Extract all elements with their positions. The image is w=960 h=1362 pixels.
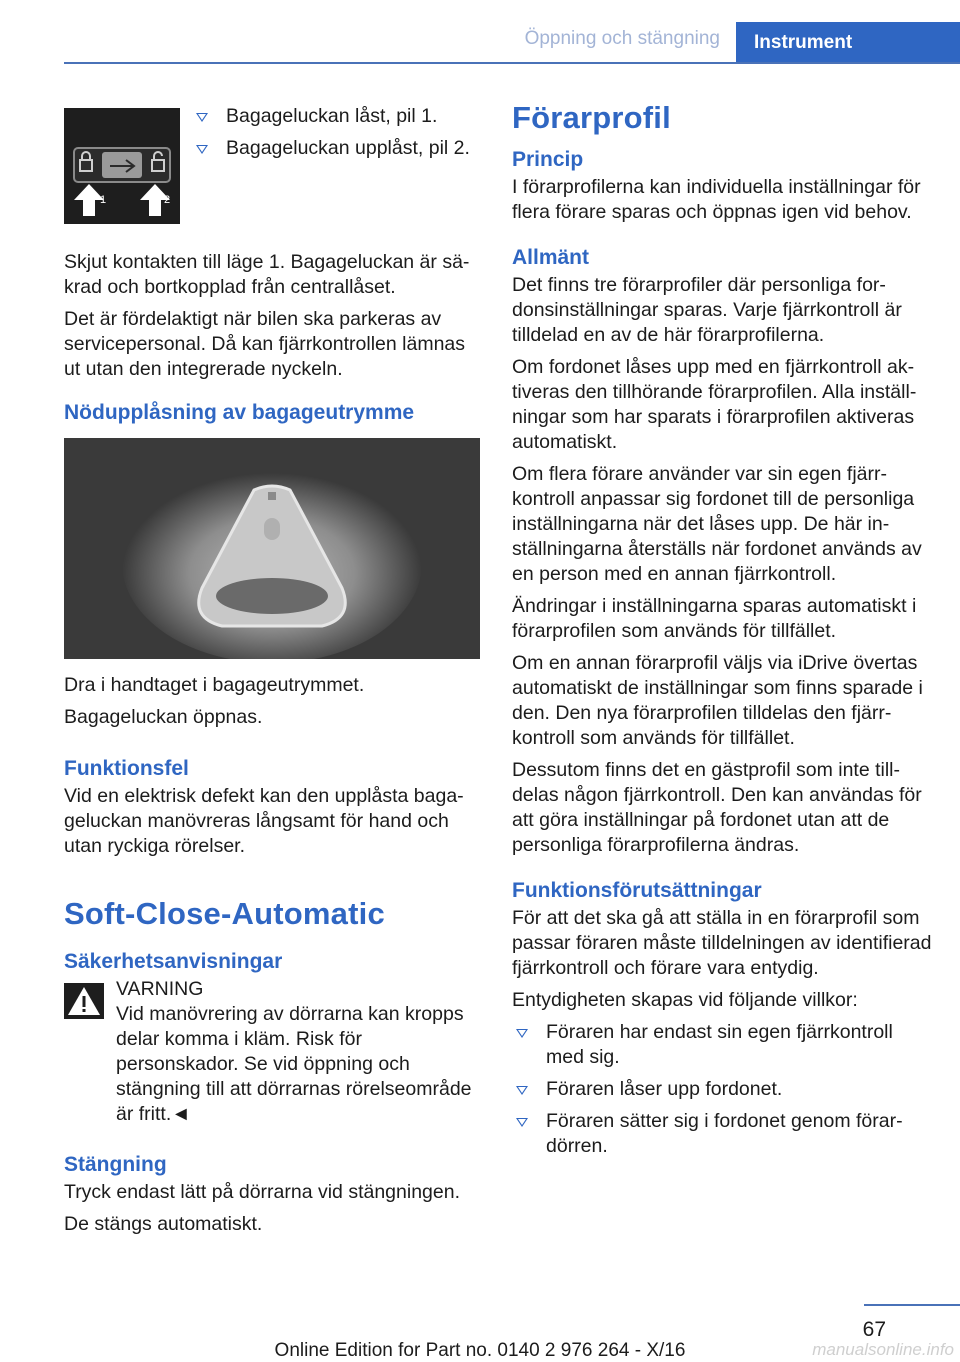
emergency-handle-image <box>64 438 480 659</box>
paragraph: Det finns tre förarprofiler där personliga fordonsinställningar sparas. Varje fjärrkontroll är tilldelad en av de här förarprofilerna. <box>512 274 902 346</box>
paragraph: Ändringar i inställningarna sparas automatiskt i förarprofilen som används för tillfället. <box>512 595 917 642</box>
bullet-triangle-icon <box>516 1118 528 1127</box>
bullet-triangle-icon <box>196 145 208 154</box>
heading-soft-close: Soft-Close-Automatic <box>64 896 385 931</box>
header-rule <box>64 62 960 64</box>
paragraph: Entydigheten skapas vid följande villkor: <box>512 989 858 1011</box>
page-number: 67 <box>862 1318 886 1341</box>
paragraph: De stängs automatiskt. <box>64 1213 263 1235</box>
bullet-triangle-icon <box>516 1029 528 1038</box>
switch-section <box>64 100 484 250</box>
paragraph: Om en annan förarprofil väljs via iDrive övertas automatiskt de inställningar som finns sparade i den. Den nya förarprofilen tilldelas den fjärrkontroll som används för tillfället. <box>512 652 923 749</box>
heading-safety: Säkerhetsanvisningar <box>64 950 283 973</box>
header-chapter-tab <box>736 22 960 64</box>
list-item: Bagageluckan låst, pil 1. <box>192 104 492 129</box>
paragraph: Skjut kontakten till läge 1. Bagageluckan är säkrad och bortkopplad från centrallåset. <box>64 251 470 298</box>
heading-emergency-release: Nödupplåsning av bagageutrymme <box>64 401 415 424</box>
bullet-triangle-icon <box>516 1086 528 1095</box>
heading-requirements: Funktionsförutsättningar <box>512 879 762 902</box>
warning-block <box>64 977 484 1127</box>
right-column <box>512 100 932 1166</box>
paragraph: Dra i handtaget i bagageutrymmet. <box>64 674 365 696</box>
conditions-list <box>512 1020 932 1159</box>
paragraph: Vid en elektrisk defekt kan den upplåsta bagageluckan manövreras långsamt för hand och utan ryckiga rörelser. <box>64 785 464 857</box>
watermark: manualsonline.info <box>812 1340 954 1359</box>
paragraph: Tryck endast lätt på dörrarna vid stängningen. <box>64 1181 460 1203</box>
trunk-switch-icon <box>64 108 180 224</box>
paragraph: I förarprofilerna kan individuella inställningar för flera förare sparas och öppnas igen vid behov. <box>512 176 921 223</box>
heading-principle: Princip <box>512 148 584 171</box>
header-section-title: Öppning och stängning <box>524 28 720 49</box>
arrow-label-1: 1 <box>100 194 107 206</box>
list-item: Föraren låser upp fordonet. <box>512 1077 932 1102</box>
header-chapter-label: Instrument <box>754 32 853 53</box>
footer-rule <box>864 1304 960 1306</box>
heading-general: Allmänt <box>512 246 590 269</box>
trunk-switch-image <box>64 108 180 224</box>
heading-driver-profile: Förarprofil <box>512 100 671 135</box>
paragraph: Dessutom finns det en gästprofil som inte tilldelas någon fjärrkontroll. Den kan användas för att göra inställningar på fordonet utan att de personliga förarprofilerna ändras. <box>512 759 922 856</box>
heading-malfunction: Funktionsfel <box>64 757 189 780</box>
paragraph: Om flera förare använder var sin egen fjärrkontroll anpassar sig fordonet till de personliga inställningarna när det låses upp. De här inställningarna återställs när fordonet används av en person med en annan fjärrkontroll. <box>512 463 922 585</box>
page-header <box>0 0 960 64</box>
edition-footer: Online Edition for Part no. 0140 2 976 264 - X/16 <box>274 1340 686 1361</box>
switch-state-list <box>192 104 492 168</box>
list-item: Föraren sätter sig i fordonet genom förardörren. <box>512 1109 932 1159</box>
warning-text: delar komma i kläm. Risk för personskador. Se vid öppning och stängning till att dörrarnas rörelseområde är fritt.◄ <box>116 1028 472 1125</box>
warning-title: VARNING <box>116 978 204 1000</box>
heading-closing: Stängning <box>64 1153 167 1176</box>
list-item: Bagageluckan upplåst, pil 2. <box>192 136 492 161</box>
paragraph: Det är fördelaktigt när bilen ska parkeras av servicepersonal. Då kan fjärrkontrollen lämnas ut utan den integrerade nyckeln. <box>64 308 466 380</box>
warning-triangle-icon <box>64 983 104 1019</box>
paragraph: Om fordonet låses upp med en fjärrkontroll aktiveras den tillhörande förarprofilen. Alla inställningar som har sparats i förarprofilen aktiveras automatiskt. <box>512 356 917 453</box>
left-column <box>64 100 484 1244</box>
arrow-label-2: 2 <box>164 194 171 206</box>
list-item: Föraren har endast sin egen fjärrkontroll med sig. <box>512 1020 932 1070</box>
warning-text-first: Vid manövrering av dörrarna kan kropps <box>116 1003 464 1025</box>
paragraph: För att det ska gå att ställa in en förarprofil som passar föraren måste tilldelningen av identifierad fjärrkontroll och förare vara entydig. <box>512 907 932 979</box>
emergency-handle-icon <box>64 438 480 659</box>
bullet-triangle-icon <box>196 113 208 122</box>
paragraph: Bagageluckan öppnas. <box>64 706 263 728</box>
